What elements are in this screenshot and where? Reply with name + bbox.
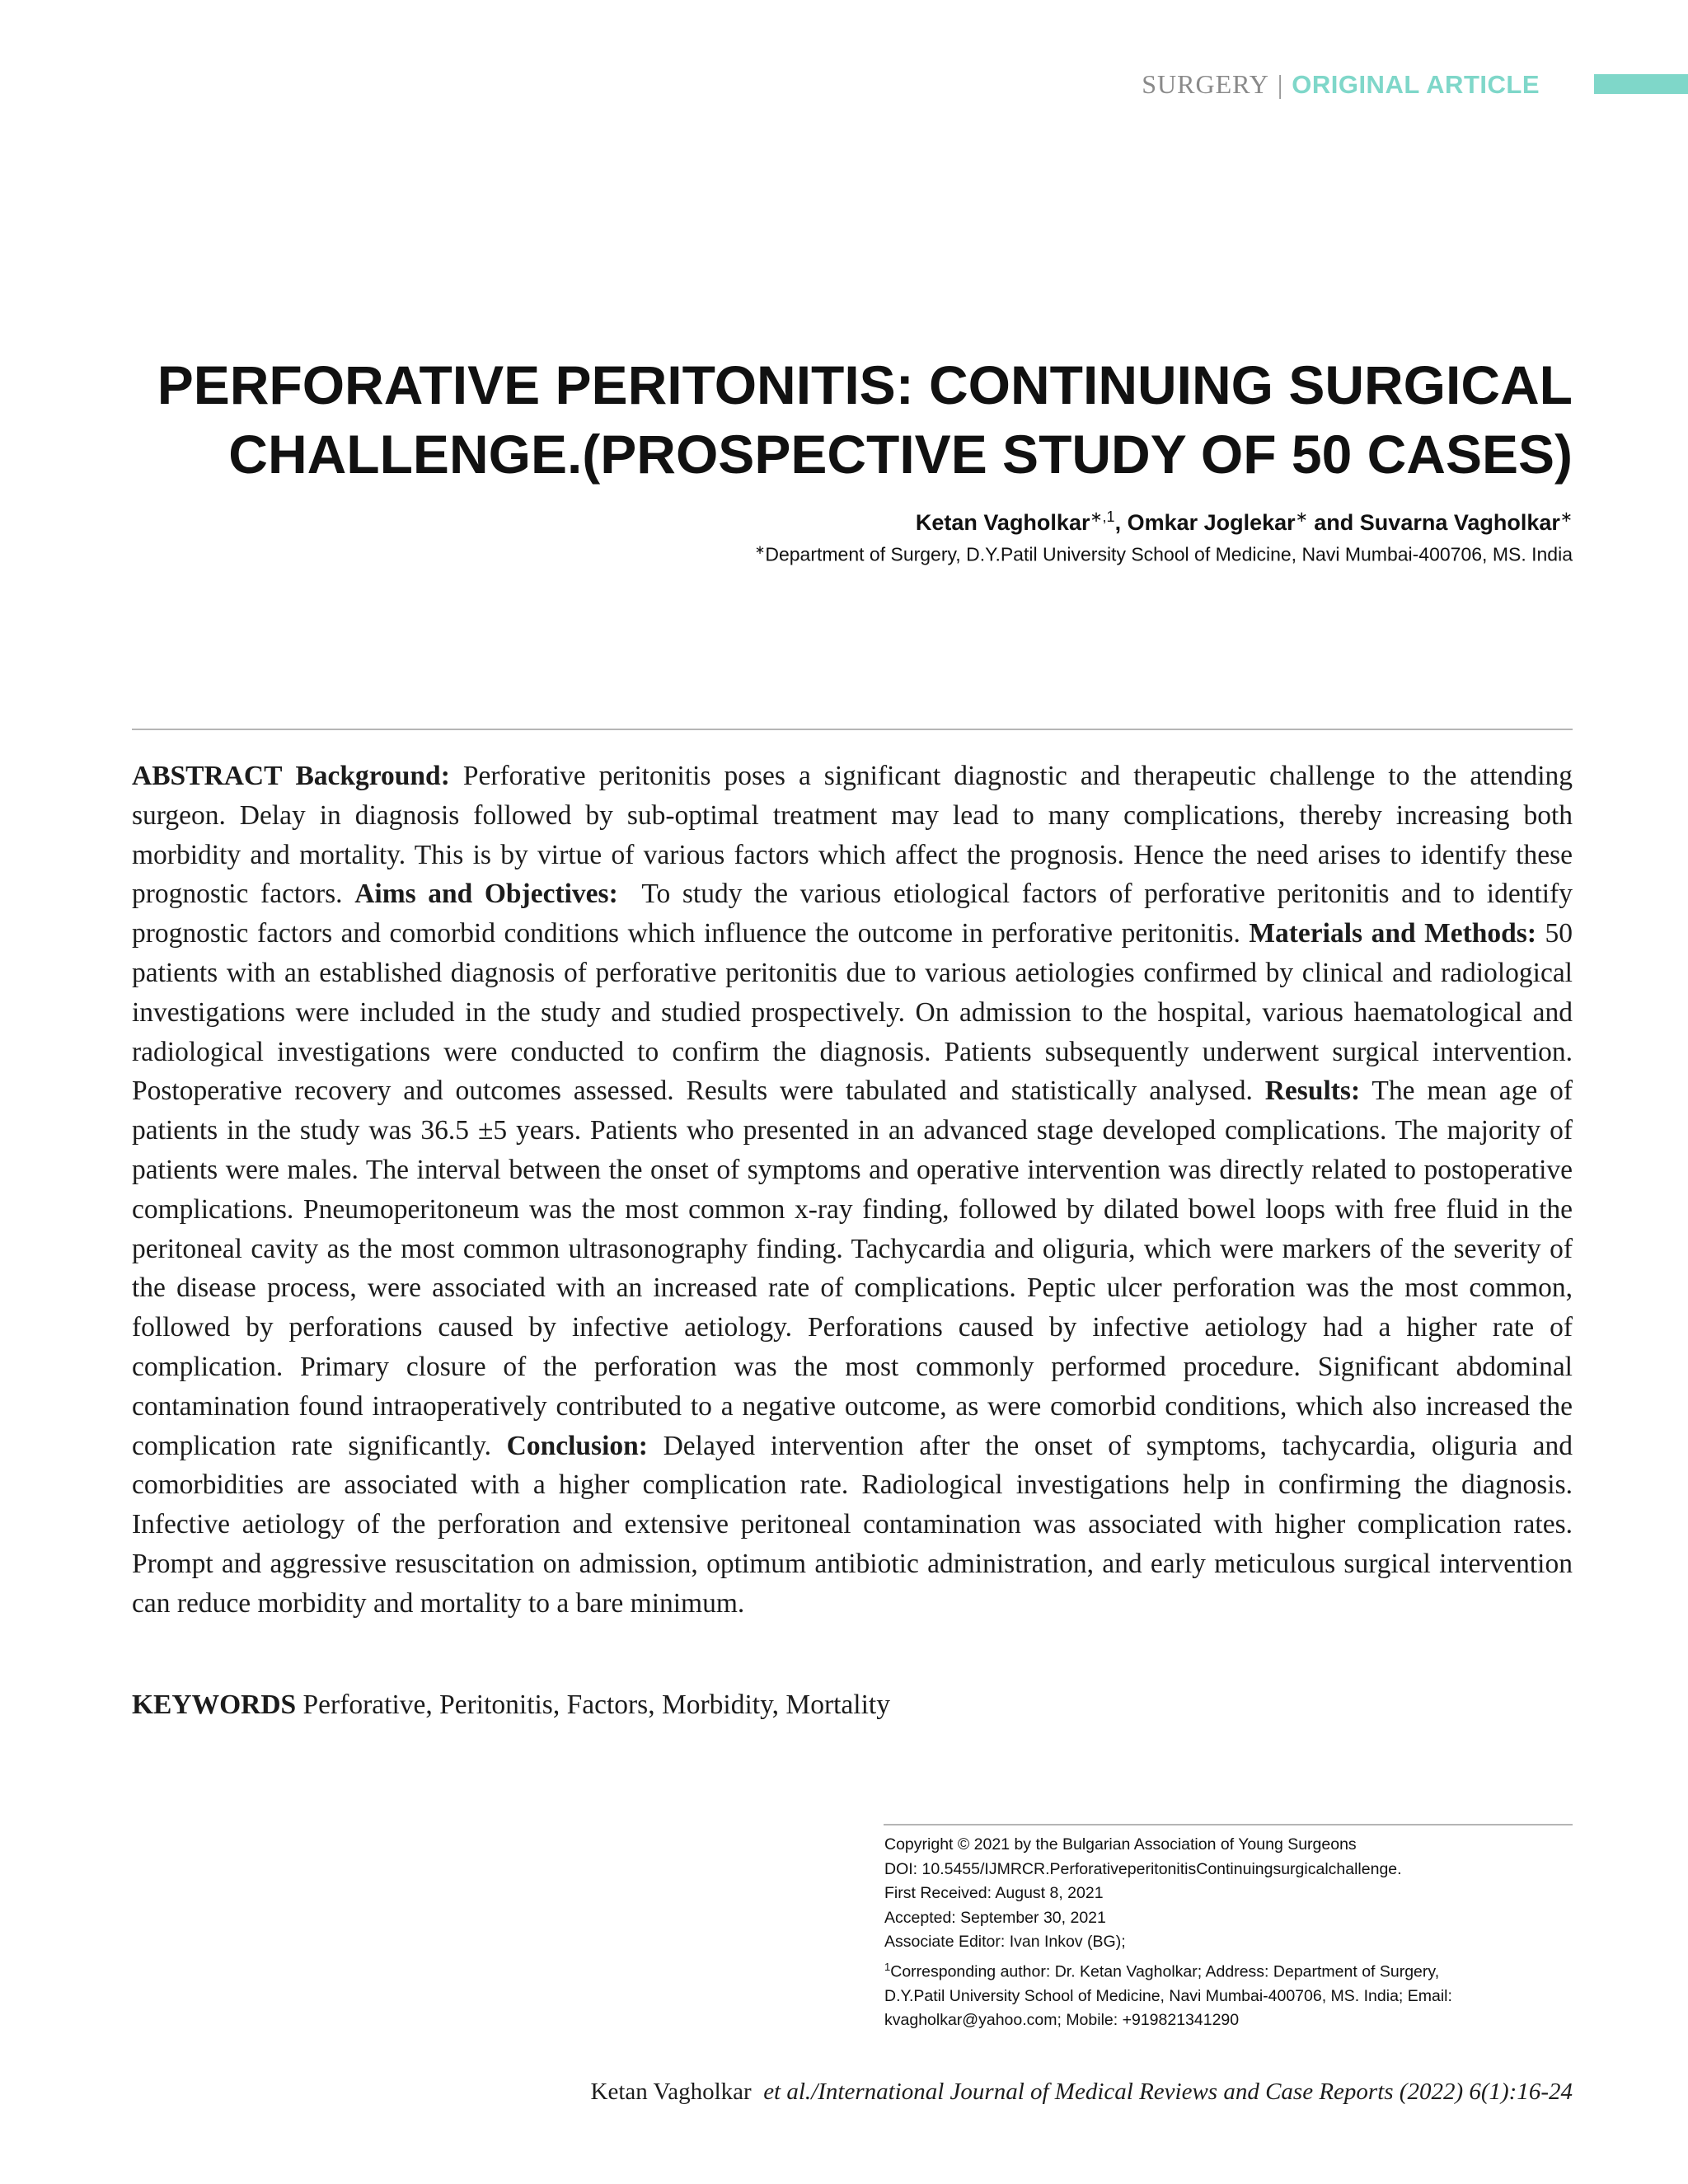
corresponding-line-3: kvagholkar@yahoo.com; Mobile: +919821341290 xyxy=(884,2011,1240,2029)
author-2: Omkar Joglekar xyxy=(1127,510,1296,535)
title-line-1: PERFORATIVE PERITONITIS: CONTINUING SURGICAL xyxy=(157,354,1573,415)
header-accent-bar xyxy=(1594,74,1688,94)
background-text: Perforative peritonitis poses a significant diagnostic and therapeutic challenge to the attending surgeon. Delay in diagnosis followed by sub-optimal treatment may lead to many complications, thereby increasing both morbidity and mortality. This is by virtue of various factors which affect the prognosis. Hence the need arises to identify these prognostic factors. xyxy=(132,761,1573,910)
copyright-divider xyxy=(884,1824,1573,1825)
keywords-label: KEYWORDS xyxy=(132,1690,297,1720)
author-3: Suvarna Vagholkar xyxy=(1359,510,1560,535)
aims-label: Aims and Objectives: xyxy=(354,879,618,910)
footer-citation: /International Journal of Medical Reviews and Case Reports (2022) 6(1):16-24 xyxy=(811,2079,1573,2105)
article-type: ORIGINAL ARTICLE xyxy=(1292,70,1540,99)
author-separator-2: and xyxy=(1307,510,1360,535)
results-label: Results: xyxy=(1264,1076,1361,1107)
background-label: Background: xyxy=(295,761,450,791)
keywords xyxy=(132,1685,1573,1724)
results-text: The mean age of patients in the study was 36.5 ±5 years. Patients who presented in an advanced stage developed complications. The majority of patients were males. The interval between the onset of symptoms and operative intervention was directly related to postoperative complications. Pneumoperitoneum was the most common x-ray finding, followed by dilated bowel loops with free fluid in the peritoneal cavity as the most common ultrasonography finding. Tachycardia and oliguria, which were markers of the severity of the disease process, were associated with an increased rate of complications. Peptic ulcer perforation was the most common, followed by perforations caused by infective aetiology. Perforations caused by infective aetiology had a higher rate of complication. Primary closure of the perforation was the most commonly performed procedure. Significant abdominal contamination found intraoperatively contributed to a negative outcome, as were comorbid conditions, which also increased the complication rate significantly. xyxy=(132,1076,1573,1461)
methods-text: 50 patients with an established diagnosis of perforative peritonitis due to various aetiologies confirmed by clinical and radiological investigations were included in the study and studied prospectively. On admission to the hospital, various haematological and radiological investigations were conducted to confirm the diagnosis. Patients subsequently underwent surgical intervention. Postoperative recovery and outcomes assessed. Results were tabulated and statistically analysed. xyxy=(132,918,1573,1107)
abstract-divider xyxy=(132,729,1573,730)
section-separator: | xyxy=(1277,69,1284,99)
author-1: Ketan Vagholkar xyxy=(915,510,1090,535)
affiliation-text: Department of Surgery, D.Y.Patil University School of Medicine, Navi Mumbai-400706, MS. India xyxy=(765,543,1573,565)
received-line: First Received: August 8, 2021 xyxy=(884,1884,1104,1902)
footer-etal: et al. xyxy=(763,2079,812,2105)
author-separator-1: , xyxy=(1114,510,1128,535)
footer-author: Ketan Vagholkar xyxy=(590,2079,752,2105)
corresponding-line-2: D.Y.Patil University School of Medicine, Navi Mumbai-400706, MS. India; Email: xyxy=(884,1986,1452,2005)
journal-section-label xyxy=(1142,69,1540,100)
title-line-2: CHALLENGE.(PROSPECTIVE STUDY OF 50 CASES) xyxy=(228,424,1573,485)
corresponding-line-1 xyxy=(884,1955,1573,1985)
conclusion-text: Delayed intervention after the onset of symptoms, tachycardia, oliguria and comorbidities are associated with a higher complication rate. Radiological investigations help in confirming the diagnosis. Infective aetiology of the perforation and extensive peritoneal contamination was associated with higher complication rates. Prompt and aggressive resuscitation on admission, optimum antibiotic administration, and early meticulous surgical intervention can reduce morbidity and mortality to a bare minimum. xyxy=(132,1430,1573,1619)
corresponding-marker: 1 xyxy=(884,1960,891,1973)
aims-text: To study the various etiological factors of perforative peritonitis and to identify prognostic factors and comorbid conditions which influence the outcome in perforative peritonitis. xyxy=(132,879,1573,949)
article-info xyxy=(884,1833,1573,2033)
author-2-marker: ∗ xyxy=(1295,509,1308,525)
keywords-text: Perforative, Peritonitis, Factors, Morbidity, Mortality xyxy=(302,1690,890,1720)
methods-label: Materials and Methods: xyxy=(1249,918,1536,949)
copyright-line: Copyright © 2021 by the Bulgarian Association of Young Surgeons xyxy=(884,1835,1357,1854)
author-3-marker: ∗ xyxy=(1559,509,1573,525)
doi-line: DOI: 10.5455/IJMRCR.PerforativeperitonitisContinuingsurgicalchallenge. xyxy=(884,1859,1402,1878)
abstract xyxy=(132,757,1573,1624)
conclusion-label: Conclusion: xyxy=(506,1430,648,1461)
affiliation-marker: ∗ xyxy=(754,543,766,557)
abstract-label: ABSTRACT xyxy=(132,761,283,791)
section-name: SURGERY xyxy=(1142,69,1269,99)
author-affiliation xyxy=(755,542,1573,566)
page-footer xyxy=(591,2079,1573,2106)
corresponding-text-1: Corresponding author: Dr. Ketan Vagholkar; Address: Department of Surgery, xyxy=(890,1962,1440,1980)
author-1-marker: ∗,1 xyxy=(1090,509,1115,525)
editor-line: Associate Editor: Ivan Inkov (BG); xyxy=(884,1933,1126,1951)
author-list xyxy=(916,509,1573,536)
article-title xyxy=(124,350,1573,489)
accepted-line: Accepted: September 30, 2021 xyxy=(884,1908,1106,1927)
